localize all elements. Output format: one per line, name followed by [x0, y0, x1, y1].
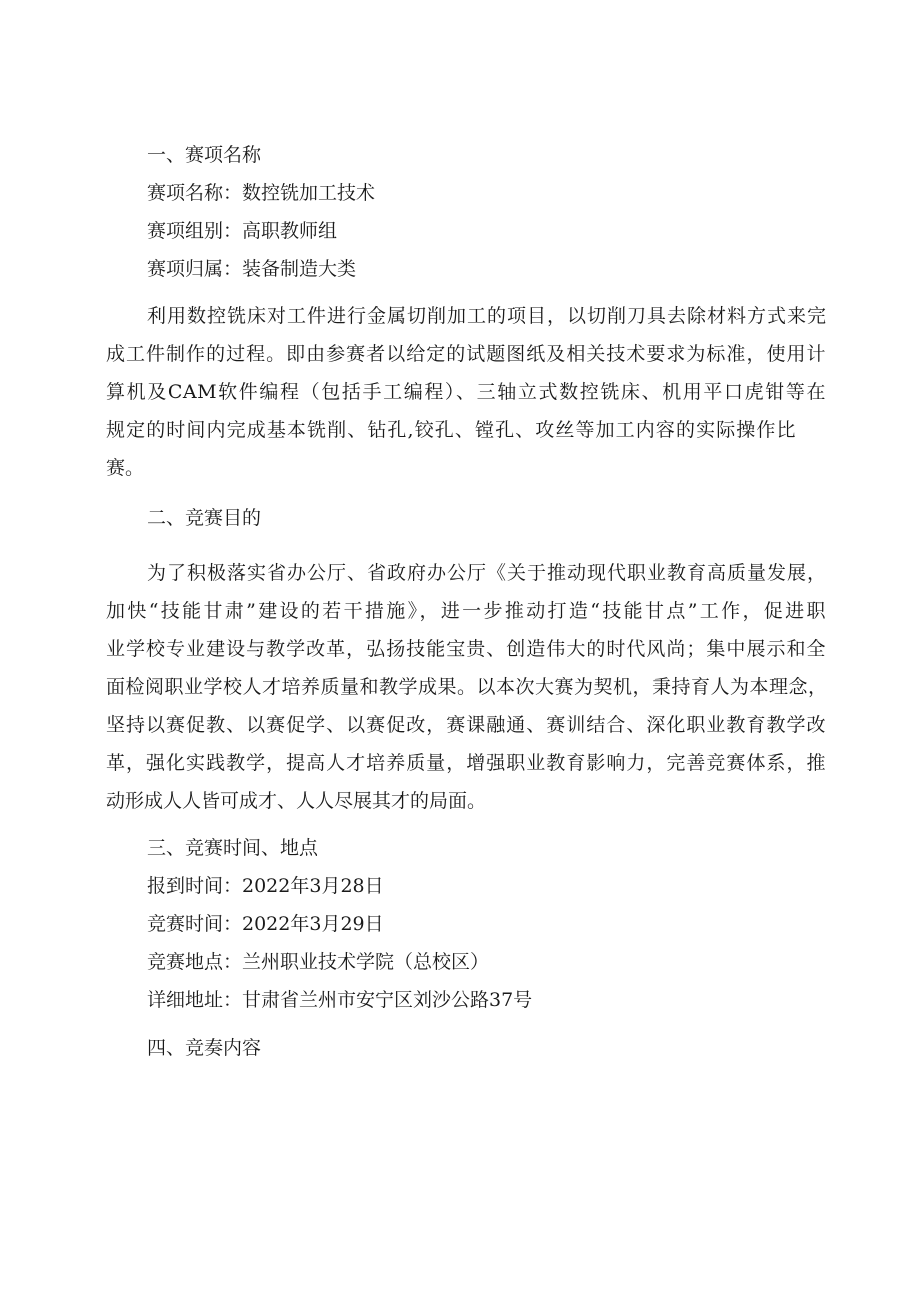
- paragraph-1-line-3: 算机及CAM软件编程（包括手工编程）、三轴立式数控铣床、机用平口虎钳等在: [106, 381, 826, 403]
- section-heading-2: 二、竞赛目的: [147, 507, 262, 529]
- paragraph-2-line-6: 革，强化实践教学，提高人才培养质量，增强职业教育影响力，完善竞赛体系，推: [106, 752, 826, 774]
- competition-venue: 竞赛地点：兰州职业技术学院（总校区）: [147, 951, 490, 973]
- paragraph-2-line-4: 面检阅职业学校人才培养质量和教学成果。以本次大赛为契机，秉持育人为本理念，: [106, 676, 828, 698]
- event-category: 赛项归属：装备制造大类: [147, 258, 357, 280]
- detailed-address: 详细地址：甘肃省兰州市安宁区刘沙公路37号: [147, 989, 533, 1011]
- paragraph-1-line-1: 利用数控铣床对工件进行金属切削加工的项目，以切削刀具去除材料方式来完: [147, 305, 826, 327]
- paragraph-1-line-2: 成工件制作的过程。即由参赛者以给定的试题图纸及相关技术要求为标准，使用计: [106, 343, 826, 365]
- paragraph-2-line-5: 坚持以赛促教、以赛促学、以赛促改，赛课融通、赛训结合、深化职业教育教学改: [106, 714, 826, 736]
- paragraph-2-line-1: 为了积极落实省办公厅、省政府办公厅《关于推动现代职业教育高质量发展，: [147, 562, 826, 584]
- section-heading-1: 一、赛项名称: [147, 144, 262, 166]
- paragraph-2-line-3: 业学校专业建设与教学改革，弘扬技能宝贵、创造伟大的时代风尚；集中展示和全: [106, 638, 826, 660]
- paragraph-1-line-4: 规定的时间内完成基本铣削、钻孔,铰孔、镗孔、攻丝等加工内容的实际操作比: [106, 419, 796, 441]
- event-name: 赛项名称：数控铣加工技术: [147, 182, 376, 204]
- event-group: 赛项组别：高职教师组: [147, 220, 338, 242]
- paragraph-2-line-7: 动形成人人皆可成才、人人尽展其才的局面。: [106, 790, 487, 812]
- section-heading-4: 四、竞奏内容: [147, 1037, 262, 1059]
- paragraph-2-line-2: 加快“技能甘肃”建设的若干措施》，进一步推动打造“技能甘点”工作，促进职: [106, 600, 826, 622]
- paragraph-1-line-5: 赛。: [106, 457, 145, 479]
- registration-time: 报到时间：2022年3月28日: [147, 875, 384, 897]
- competition-time: 竞赛时间：2022年3月29日: [147, 913, 384, 935]
- section-heading-3: 三、竞赛时间、地点: [147, 837, 319, 859]
